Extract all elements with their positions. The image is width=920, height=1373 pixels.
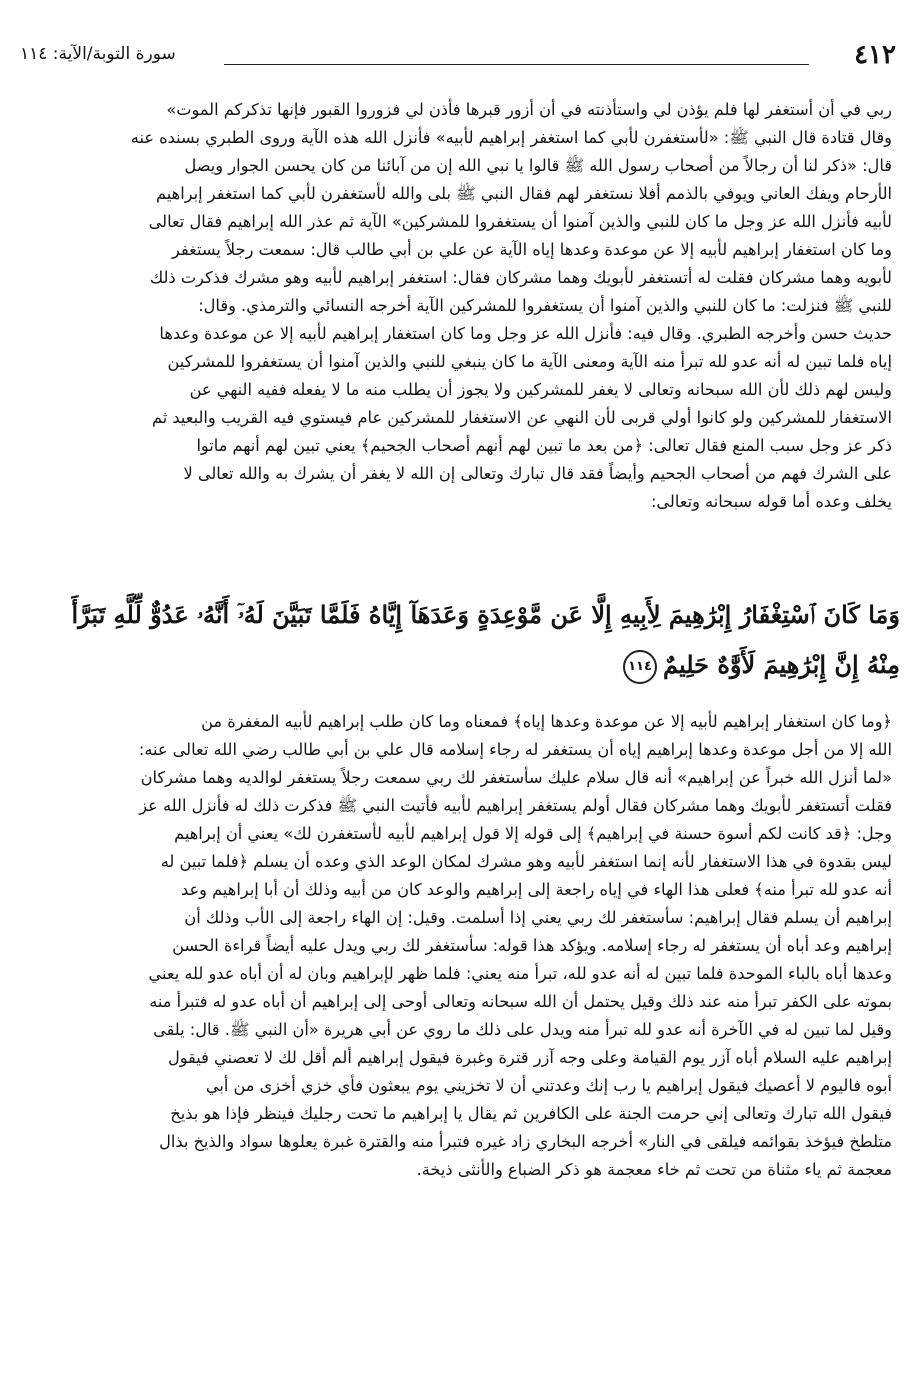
text-line: وقيل لما تبين له في الآخرة أنه عدو لله تبرأ منه ويدل على ذلك ما روي عن أبي هريرة «أن النبي ﷺ. قال: يلقى bbox=[153, 1020, 892, 1039]
page-header bbox=[14, 34, 904, 78]
text-line: حديث حسن وأخرجه الطبري. وقال فيه: فأنزل الله عز وجل وما كان استغفار إبراهيم لأبيه إلا عن موعدة وعدها bbox=[159, 324, 892, 343]
text-line: ﴿وما كان استغفار إبراهيم لأبيه إلا عن موعدة وعدها إياه﴾ فمعناه وما كان طلب إبراهيم لأبيه المغفرة من bbox=[201, 712, 892, 731]
text-line: فقلت أتستغفر لأبويك وهما مشركان فقال أولم يستغفر إبراهيم لأبيه فأتيت النبي ﷺ فذكرت ذلك له فأنزل الله عز bbox=[139, 796, 892, 815]
page-number: ٤١٢ bbox=[854, 40, 896, 70]
commentary-paragraph-1 bbox=[24, 96, 892, 516]
text-line: فيقول الله تبارك وتعالى إني حرمت الجنة على الكافرين ثم يقال يا إبراهيم ما تحت رجليك فينظر فإذا هو بذيخ bbox=[170, 1104, 892, 1123]
text-line: إبراهيم أن يسلم فقال إبراهيم: سأستغفر لك ربي يعني إذا أسلمت. وقيل: إن الهاء راجعة إلى الأب وذلك أن bbox=[184, 908, 892, 927]
text-line: ربي في أن أستغفر لها فلم يؤذن لي واستأذنته في أن أزور قبرها فأذن لي فزوروا القبور فإنها تذكركم الموت» bbox=[166, 100, 892, 119]
text-line: يخلف وعده أما قوله سبحانه وتعالى: bbox=[650, 492, 892, 511]
text-line: لأبيه فأنزل الله عز وجل ما كان للنبي والذين آمنوا أن يستغفروا للمشركين» الآية ثم عذر الله إبراهيم فقال تعالى bbox=[148, 212, 892, 231]
text-line: وما كان استغفار إبراهيم لأبيه إلا عن موعدة وعدها إياه الآية عن علي بن أبي طالب قال: سمعت رجلاً يستغفر bbox=[172, 240, 892, 259]
text-line: الأرحام ويفك العاني ويوفي بالذمم أفلا نستغفر لهم فقال النبي ﷺ بلى والله لأستغفرن لأبي كما استغفر إبراهيم bbox=[156, 184, 892, 203]
text-line: على الشرك فهم من أصحاب الجحيم وأيضاً فقد قال تبارك وتعالى إن الله لا يغفر أن يشرك به والله تعالى لا bbox=[183, 464, 892, 483]
text-line: للنبي ﷺ فنزلت: ما كان للنبي والذين آمنوا أن يستغفروا للمشركين الآية أخرجه النسائي والترمذي. وقال: bbox=[198, 296, 892, 315]
verse-line-1: وَمَا كَانَ ٱسْتِغْفَارُ إِبْرَٰهِيمَ لِأَبِيهِ إِلَّا عَن مَّوْعِدَةٍ وَعَدَهَآ إِيَّاهُ فَلَمَّا تَبَيَّنَ لَهُۥٓ أَنَّهُۥ عَدُوٌّ لِّلَّهِ تَبَرَّأَ bbox=[71, 600, 900, 629]
text-line: بموته على الكفر تبرأ منه عند ذلك وقيل يحتمل أن الله سبحانه وتعالى أوحى إلى إبراهيم أن أباه عدو له فتبرأ منه bbox=[149, 992, 892, 1011]
text-line: الاستغفار للمشركين ولو كانوا أولي قربى لأن النهي عن الاستغفار للمشركين عام فيستوي فيه القريب والبعيد ثم bbox=[151, 408, 892, 427]
text-line: الله إلا من أجل موعدة وعدها إبراهيم إياه أن يستغفر له رجاء إسلامه قال علي بن أبي طالب رضي الله تعالى عنه: bbox=[138, 740, 892, 759]
text-line: أنه عدو لله تبرأ منه﴾ فعلى هذا الهاء في إياه راجعة إلى إبراهيم والوعد كان من أبيه وذلك أن أبا إبراهيم وعد bbox=[181, 880, 892, 899]
text-line: وقال قتادة قال النبي ﷺ: «لأستغفرن لأبي كما استغفر إبراهيم لأبيه» فأنزل الله هذه الآية وروى الطبري بسنده عنه bbox=[130, 128, 892, 147]
verse-line-2 bbox=[120, 640, 900, 690]
text-line: ذكر عز وجل سبب المنع فقال تعالى: ﴿من بعد ما تبين لهم أنهم أصحاب الجحيم﴾ يعني تبين لهم أنهم ماتوا bbox=[196, 436, 892, 455]
text-line: قال: «ذكر لنا أن رجالاً من أصحاب رسول الله ﷺ قالوا يا نبي الله إن من آبائنا من كان يحسن الجوار ويصل bbox=[184, 156, 892, 175]
text-line: إبراهيم عليه السلام أباه آزر يوم القيامة وعلى وجه آزر قترة وغبرة فيقول إبراهيم ألم أقل لك لا تعصني فيقول bbox=[167, 1048, 892, 1067]
quran-verse bbox=[18, 590, 900, 702]
ayah-number-marker: ١١٤ bbox=[623, 650, 657, 684]
text-line: أبوه فاليوم لا أعصيك فيقول إبراهيم يا رب إنك وعدتني أن لا تخزيني يوم يبعثون فأي خزي أخزى من أبي bbox=[205, 1076, 892, 1095]
surah-reference: سورة التوبة/الآية: ١١٤ bbox=[20, 44, 176, 64]
text-line: متلطخ فيؤخذ بقوائمه فيلقى في النار» أخرجه البخاري زاد غيره فتبرأ منه والقترة غبرة يعلوها سواد والذيخ بذال bbox=[159, 1132, 892, 1151]
text-line: لأبويه وهما مشركان فقلت له أتستغفر لأبويك وهما مشركان فقال: استغفر إبراهيم لأبيه وهو مشرك فذكرت ذلك bbox=[149, 268, 892, 287]
text-line: معجمة ثم ياء مثناة من تحت ثم خاء معجمة هو ذكر الضباع والأنثى ذيخة. bbox=[416, 1160, 892, 1179]
text-line: ليس بقدوة في هذا الاستغفار لأنه إنما استغفر لأبيه وهو مشرك لمكان الوعد الذي وعده أن يسلم ﴿فلما تبين له bbox=[160, 852, 892, 871]
commentary-paragraph-2 bbox=[24, 708, 892, 1184]
text-line: وليس لهم ذلك لأن الله سبحانه وتعالى لا يغفر للمشركين ولا يجوز أن يطلب منه ما لا يفعله ففيه النهي عن bbox=[189, 380, 892, 399]
text-line: إياه فلما تبين له أنه عدو لله تبرأ منه الآية ومعنى الآية ما كان ينبغي للنبي والذين آمنوا أن يستغفروا للمشركين bbox=[167, 352, 892, 371]
text-line: وعدها أباه بالباء الموحدة فلما تبين له أنه عدو لله، تبرأ منه يعني: فلما ظهر لإبراهيم وبان له أن أباه عدو لله يعني bbox=[148, 964, 892, 983]
text-line: وجل: ﴿قد كانت لكم أسوة حسنة في إبراهيم﴾ إلى قوله إلا قول إبراهيم لأبيه لأستغفرن لك» يعني أن إبراهيم bbox=[174, 824, 892, 843]
verse-line-2-text: مِنْهُ إِنَّ إِبْرَٰهِيمَ لَأَوَّٰهٌ حَلِيمٌ bbox=[663, 650, 900, 679]
text-line: «لما أنزل الله خبراً عن إبراهيم» أنه قال سلام عليك سأستغفر لك ربي سمعت رجلاً يستغفر لوالديه وهما مشركان bbox=[140, 768, 892, 787]
text-line: إبراهيم وعد أباه أن يستغفر له رجاء إسلامه. ويؤكد هذا قوله: سأستغفر لك ربي ويدل عليه أيضاً قراءة الحسن bbox=[172, 936, 892, 955]
header-rule bbox=[224, 64, 809, 65]
